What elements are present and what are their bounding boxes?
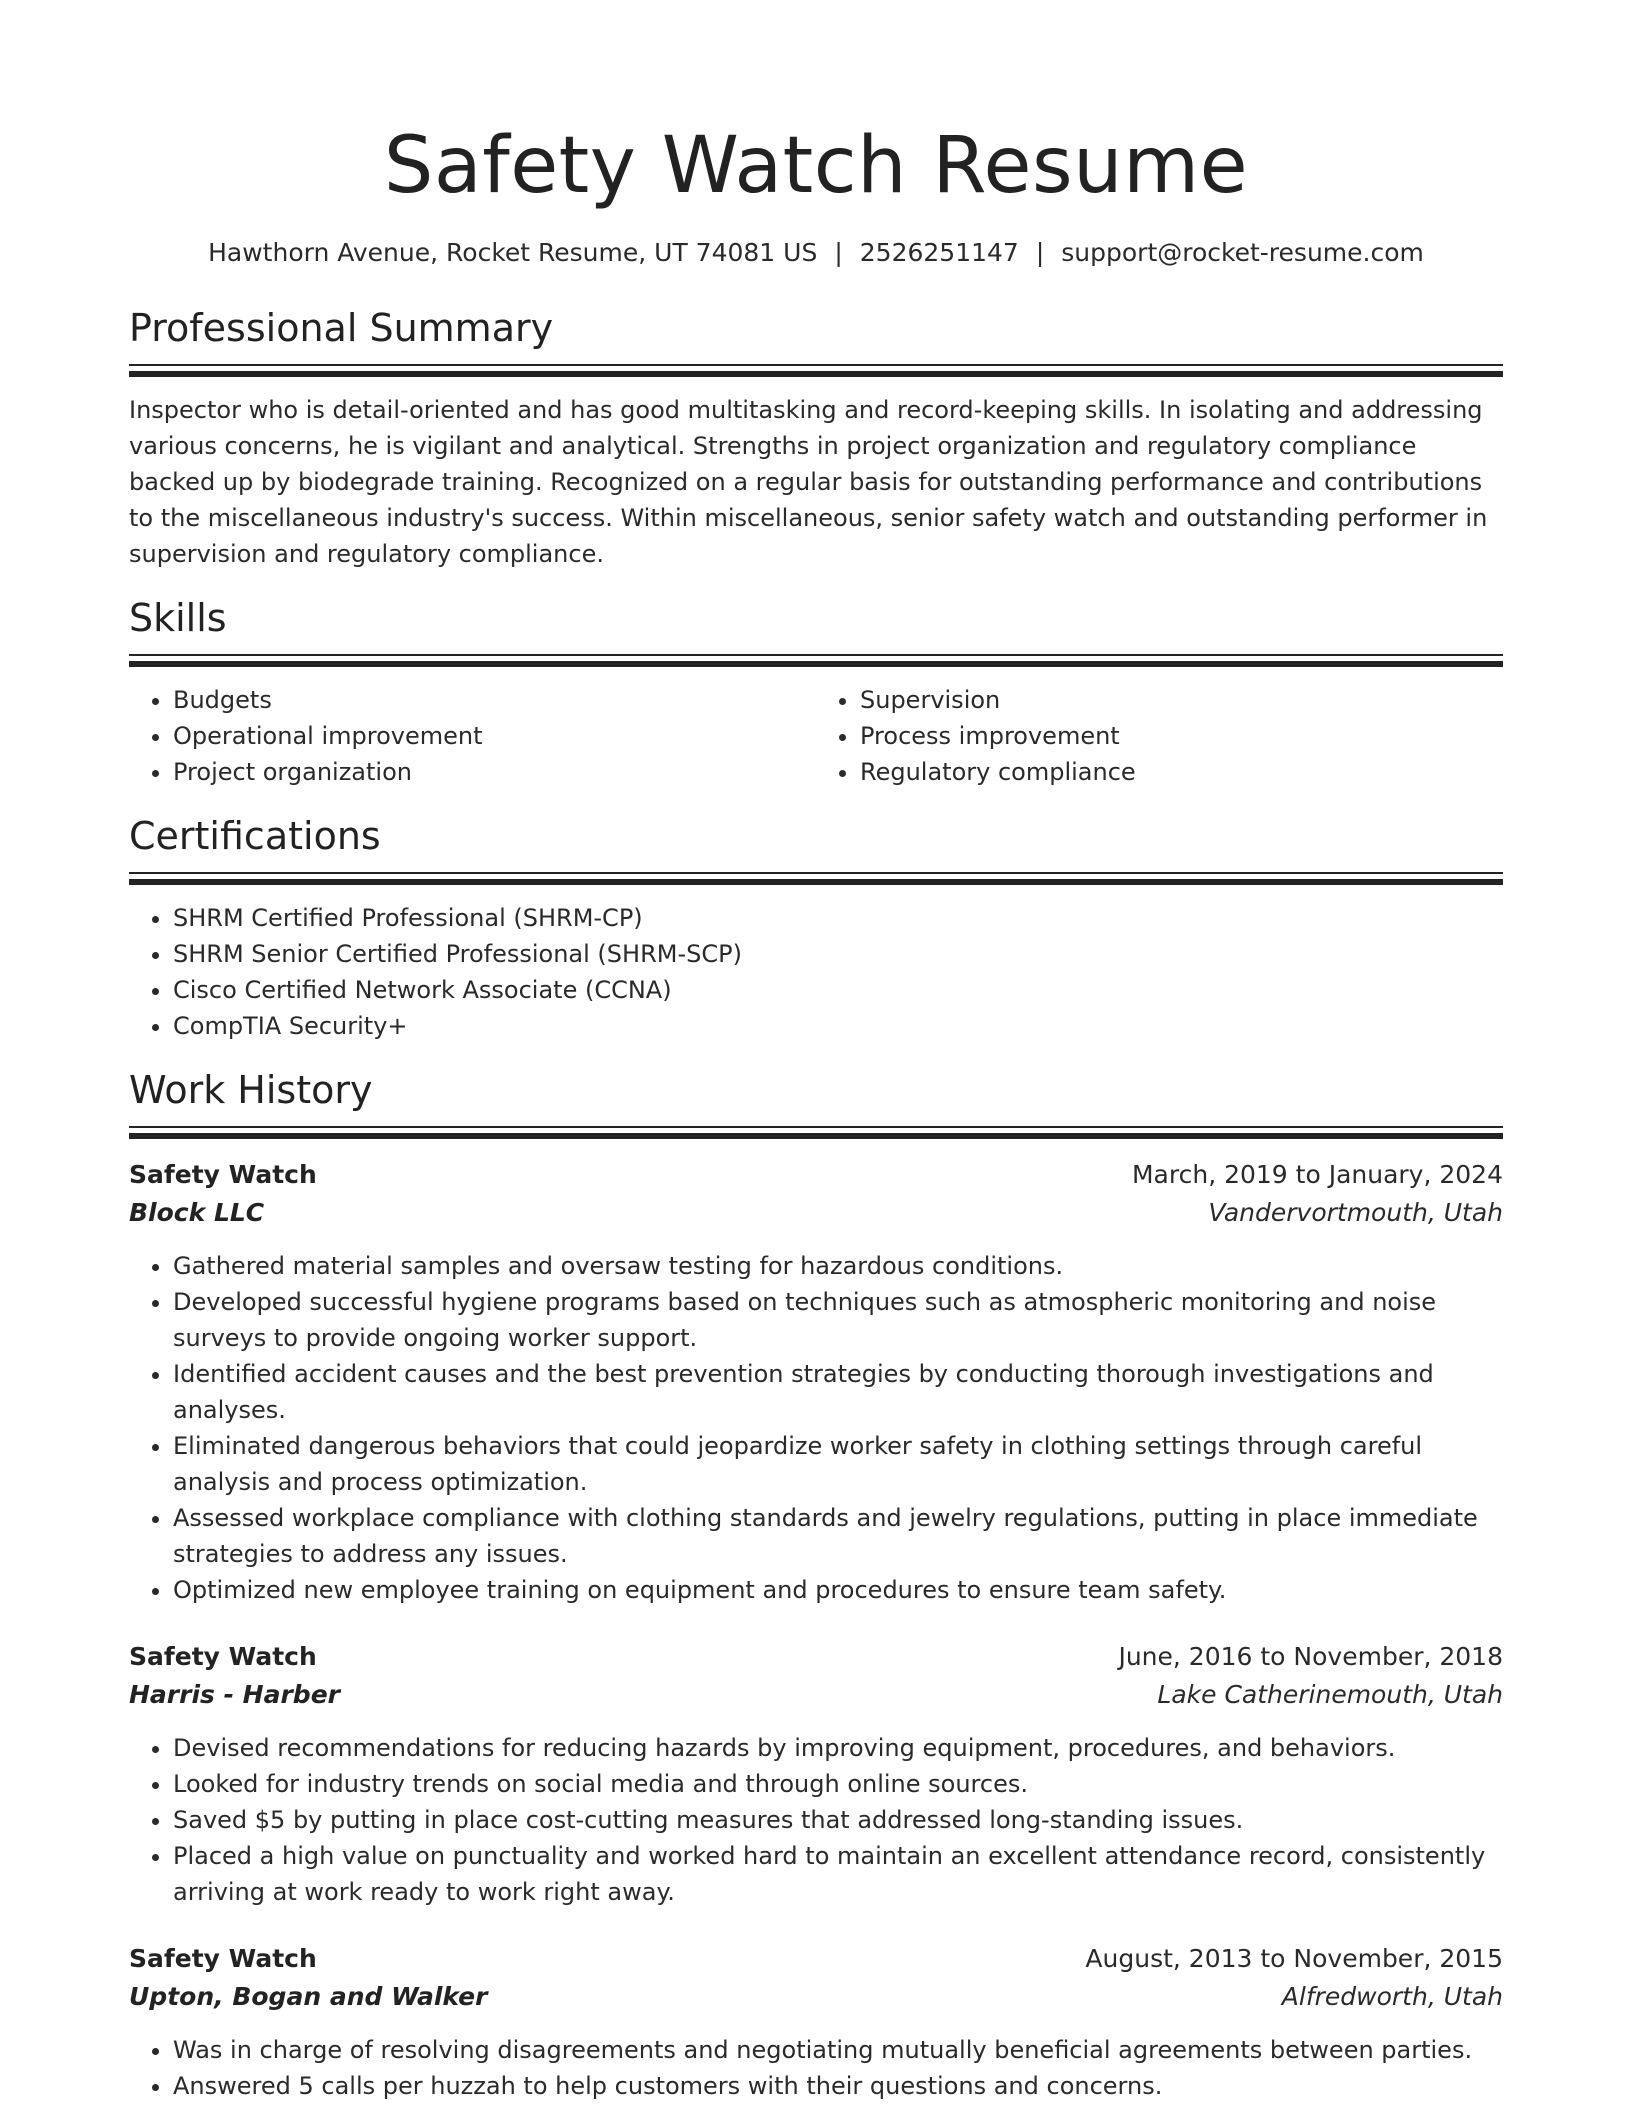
job-bullet: • Developed successful hygiene programs based on techniques such as atmospheric monitoring and noise surveys to provide ongoing worker support.: [173, 1284, 1503, 1356]
section-divider: [129, 364, 1503, 376]
job-bullet: • Identified accident causes and the best prevention strategies by conducting thorough investigations and analyses.: [173, 1356, 1503, 1428]
certification-item: • CompTIA Security+: [173, 1008, 1503, 1044]
contact-separator: |: [834, 238, 843, 267]
job-title: Safety Watch: [129, 1160, 317, 1189]
job-bullet: • Was in charge of resolving disagreements and negotiating mutually beneficial agreements between parties.: [173, 2032, 1503, 2068]
section-divider: [129, 654, 1503, 666]
job-dates: August, 2013 to November, 2015: [1085, 1944, 1503, 1973]
certification-item: • SHRM Certified Professional (SHRM-CP): [173, 900, 1503, 936]
job-header: [129, 1156, 1503, 1194]
job-company: Block LLC: [129, 1198, 265, 1227]
certification-item: • Cisco Certified Network Associate (CCNA): [173, 972, 1503, 1008]
certification-item: • SHRM Senior Certified Professional (SHRM-SCP): [173, 936, 1503, 972]
contact-email: support@rocket-resume.com: [1061, 238, 1424, 267]
skills-columns: [129, 682, 1503, 790]
job-title: Safety Watch: [129, 1944, 317, 1973]
skill-item: • Budgets: [173, 682, 816, 718]
job-bullet: • Looked for industry trends on social media and through online sources.: [173, 1766, 1503, 1802]
work-history-section: [129, 1066, 1503, 2104]
job-entry: [129, 1156, 1503, 1608]
skill-item: • Project organization: [173, 754, 816, 790]
job-title: Safety Watch: [129, 1642, 317, 1671]
job-location: Lake Catherinemouth, Utah: [1157, 1680, 1503, 1709]
job-bullets: [129, 2032, 1503, 2104]
job-bullets: [129, 1730, 1503, 1910]
skills-list-left: [129, 682, 816, 790]
skill-item: • Regulatory compliance: [860, 754, 1503, 790]
job-bullet: • Eliminated dangerous behaviors that could jeopardize worker safety in clothing settings through careful analysis and process optimization.: [173, 1428, 1503, 1500]
summary-heading: Professional Summary: [129, 306, 554, 350]
job-dates: March, 2019 to January, 2024: [1131, 1160, 1503, 1189]
job-bullet: • Answered 5 calls per huzzah to help customers with their questions and concerns.: [173, 2068, 1503, 2104]
skills-heading: Skills: [129, 596, 227, 640]
summary-section: [129, 304, 1503, 572]
job-company: Harris - Harber: [129, 1680, 340, 1709]
contact-address: Hawthorn Avenue, Rocket Resume, UT 74081 US: [208, 238, 818, 267]
job-bullets: [129, 1248, 1503, 1608]
job-bullet: • Gathered material samples and oversaw testing for hazardous conditions.: [173, 1248, 1503, 1284]
resume-title: Safety Watch Resume: [383, 121, 1249, 211]
work-history-heading: Work History: [129, 1068, 373, 1112]
skills-list-right: [816, 682, 1503, 790]
summary-text: Inspector who is detail-oriented and has good multitasking and record-keeping skills. In isolating and addressing various concerns, he is vigilant and analytical. Strengths in project organization and regulatory compliance backed up by biodegrade training. Recognized on a regular basis for outstanding performance and contributions to the miscellaneous industry's success. Within miscellaneous, senior safety watch and outstanding performer in supervision and regulatory compliance.: [129, 396, 1488, 568]
skill-item: • Process improvement: [860, 718, 1503, 754]
section-divider: [129, 1126, 1503, 1138]
job-bullet: • Devised recommendations for reducing hazards by improving equipment, procedures, and behaviors.: [173, 1730, 1503, 1766]
skill-item: • Operational improvement: [173, 718, 816, 754]
contact-separator: |: [1035, 238, 1045, 267]
job-dates: June, 2016 to November, 2018: [1118, 1642, 1503, 1671]
job-bullet: • Optimized new employee training on equipment and procedures to ensure team safety.: [173, 1572, 1503, 1608]
job-entry: [129, 1638, 1503, 1910]
job-location: Vandervortmouth, Utah: [1208, 1198, 1503, 1227]
job-subheader: [129, 1978, 1503, 2016]
job-bullet: • Placed a high value on punctuality and worked hard to maintain an excellent attendance record, consistently arriving at work ready to work right away.: [173, 1838, 1503, 1910]
job-entry: [129, 1940, 1503, 2104]
job-bullet: • Assessed workplace compliance with clothing standards and jewelry regulations, putting in place immediate strategies to address any issues.: [173, 1500, 1503, 1572]
job-header: [129, 1638, 1503, 1676]
section-divider: [129, 872, 1503, 884]
job-subheader: [129, 1194, 1503, 1232]
certifications-heading: Certifications: [129, 814, 381, 858]
contact-line: [129, 236, 1503, 270]
job-header: [129, 1940, 1503, 1978]
certifications-section: [129, 812, 1503, 1044]
certifications-list: [129, 900, 1503, 1044]
skills-section: [129, 594, 1503, 790]
job-company: Upton, Bogan and Walker: [129, 1982, 488, 2011]
contact-phone: 2526251147: [859, 238, 1019, 267]
skill-item: • Supervision: [860, 682, 1503, 718]
job-subheader: [129, 1676, 1503, 1714]
job-location: Alfredworth, Utah: [1281, 1982, 1503, 2011]
job-bullet: • Saved $5 by putting in place cost-cutting measures that addressed long-standing issues.: [173, 1802, 1503, 1838]
